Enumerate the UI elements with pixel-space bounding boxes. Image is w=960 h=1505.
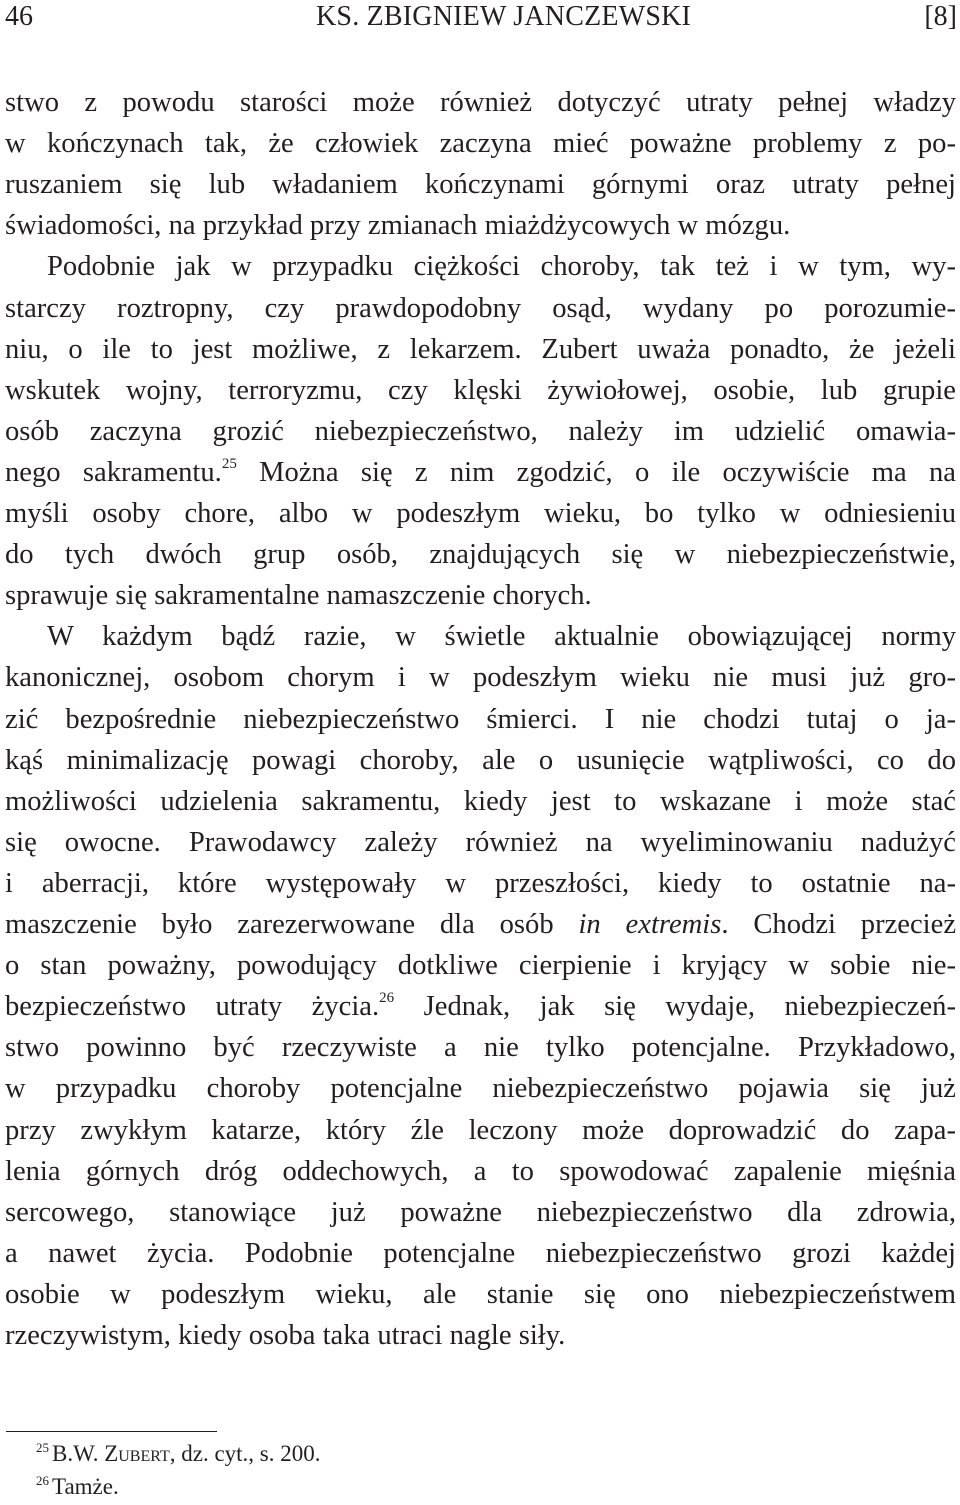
- line-text: Podobnie jak w przypadku ciężkości choroby, tak też i w tym, wy-: [47, 251, 956, 282]
- text-line: [47, 248, 956, 286]
- text-line: [5, 577, 956, 615]
- text-line: [5, 742, 956, 780]
- text-line: [5, 290, 956, 328]
- line-text: sercowego, stanowiące już poważne niebezpieczeństwo dla zdrowia,: [5, 1197, 956, 1228]
- line-text: i aberracji, które występowały w przeszłości, kiedy to ostatnie na-: [5, 868, 956, 899]
- line-text: w przypadku choroby potencjalne niebezpieczeństwo pojawia się już: [5, 1073, 956, 1104]
- text-line: [5, 331, 956, 369]
- line-text-continued: Można się z nim zgodzić, o ile oczywiście ma na: [236, 457, 956, 488]
- footnote-number: 26: [36, 1473, 49, 1488]
- line-text: nego sakramentu.: [5, 457, 222, 488]
- footnote-author-smallcaps: Zubert: [104, 1441, 170, 1466]
- italic-phrase: in extremis: [578, 909, 722, 940]
- text-line: [5, 372, 956, 410]
- text-line: [5, 906, 956, 944]
- line-text-continued: Jednak, jak się wydaje, niebezpieczeń-: [394, 991, 956, 1022]
- text-line: [5, 207, 956, 245]
- line-text: o stan poważny, powodujący dotkliwe cierpienie i kryjący w sobie nie-: [5, 950, 956, 981]
- line-text: a nawet życia. Podobnie potencjalne niebezpieczeństwo grozi każdej: [5, 1238, 956, 1269]
- line-text: bezpieczeństwo utraty życia.: [5, 991, 380, 1022]
- footnote-reference: 25: [221, 456, 237, 472]
- footnote-separator: [6, 1431, 217, 1432]
- line-text: osób zaczyna grozić niebezpieczeństwo, należy im udzielić omawia-: [5, 416, 956, 447]
- text-line: [5, 783, 956, 821]
- text-line: [5, 1317, 956, 1355]
- line-text: maszczenie było zarezerwowane dla osób: [5, 909, 579, 940]
- page-number: 46: [5, 1, 33, 32]
- text-line: [5, 1276, 956, 1314]
- footnote-26: [36, 1473, 119, 1501]
- text-line: [5, 125, 956, 163]
- footnote-text-after: , dz. cyt., s. 200.: [169, 1441, 321, 1466]
- line-text: kanonicznej, osobom chorym i w podeszłym wieku nie musi już gro-: [5, 662, 956, 693]
- running-head-author: KS. ZBIGNIEW JANCZEWSKI: [316, 1, 692, 32]
- line-text: starczy roztropny, czy prawdopodobny osąd, wydany po porozumie-: [5, 293, 956, 324]
- text-line: [5, 1112, 956, 1150]
- footnote-text-before: B.W.: [52, 1441, 105, 1466]
- line-text: zić bezpośrednie niebezpieczeństwo śmierci. I nie chodzi tutaj o ja-: [5, 704, 956, 735]
- text-line: [5, 1070, 956, 1108]
- line-text: wskutek wojny, terroryzmu, czy klęski żywiołowej, osobie, lub grupie: [5, 375, 956, 406]
- line-text: sprawuje się sakramentalne namaszczenie chorych.: [5, 580, 592, 611]
- text-line: [5, 495, 956, 533]
- text-line: [5, 1153, 956, 1191]
- text-line: [5, 413, 956, 451]
- line-text: możliwości udzielenia sakramentu, kiedy jest to wskazane i może stać: [5, 786, 956, 817]
- line-text: ruszaniem się lub władaniem kończynami górnymi oraz utraty pełnej: [5, 169, 956, 200]
- text-line: [5, 865, 956, 903]
- text-line: [5, 166, 956, 204]
- line-text: świadomości, na przykład przy zmianach miażdżycowych w mózgu.: [5, 210, 791, 241]
- line-text: W każdym bądź razie, w świetle aktualnie obowiązującej normy: [47, 621, 956, 652]
- text-line: [5, 659, 956, 697]
- footnote-number: 25: [36, 1440, 49, 1455]
- section-marker: [8]: [924, 1, 957, 32]
- line-text: w kończynach tak, że człowiek zaczyna mieć poważne problemy z po-: [5, 128, 956, 159]
- footnote-text-before: Tamże.: [52, 1474, 119, 1499]
- line-text: przy zwykłym katarze, który źle leczony może doprowadzić do zapa-: [5, 1115, 956, 1146]
- line-text: stwo powinno być rzeczywiste a nie tylko potencjalne. Przykładowo,: [5, 1032, 956, 1063]
- text-line: [47, 618, 956, 656]
- text-line: [5, 701, 956, 739]
- text-line: [5, 1194, 956, 1232]
- text-line: [5, 454, 956, 492]
- text-line: [5, 1029, 956, 1067]
- running-header: [0, 0, 960, 40]
- text-line: [5, 824, 956, 862]
- line-text: się owocne. Prawodawcy zależy również na wyeliminowaniu nadużyć: [5, 827, 956, 858]
- line-text: niu, o ile to jest możliwe, z lekarzem. Zubert uważa ponadto, że jeżeli: [5, 334, 956, 365]
- line-text: lenia górnych dróg oddechowych, a to spowodować zapalenie mięśnia: [5, 1156, 956, 1187]
- footnote-reference: 26: [379, 990, 395, 1006]
- line-text: osobie w podeszłym wieku, ale stanie się ono niebezpieczeństwem: [5, 1279, 956, 1310]
- line-text: do tych dwóch grup osób, znajdujących się w niebezpieczeństwie,: [5, 539, 956, 570]
- text-line: [5, 947, 956, 985]
- text-line: [5, 1235, 956, 1273]
- line-text-continued: . Chodzi przecież: [721, 909, 957, 940]
- line-text: stwo z powodu starości może również dotyczyć utraty pełnej władzy: [5, 87, 956, 118]
- text-line: [5, 536, 956, 574]
- text-line: [5, 84, 956, 122]
- line-text: rzeczywistym, kiedy osoba taka utraci nagle siły.: [5, 1320, 566, 1351]
- footnote-25: [36, 1440, 321, 1468]
- line-text: kąś minimalizację powagi choroby, ale o usunięcie wątpliwości, co do: [5, 745, 956, 776]
- text-line: [5, 988, 956, 1026]
- line-text: myśli osoby chore, albo w podeszłym wieku, bo tylko w odniesieniu: [5, 498, 956, 529]
